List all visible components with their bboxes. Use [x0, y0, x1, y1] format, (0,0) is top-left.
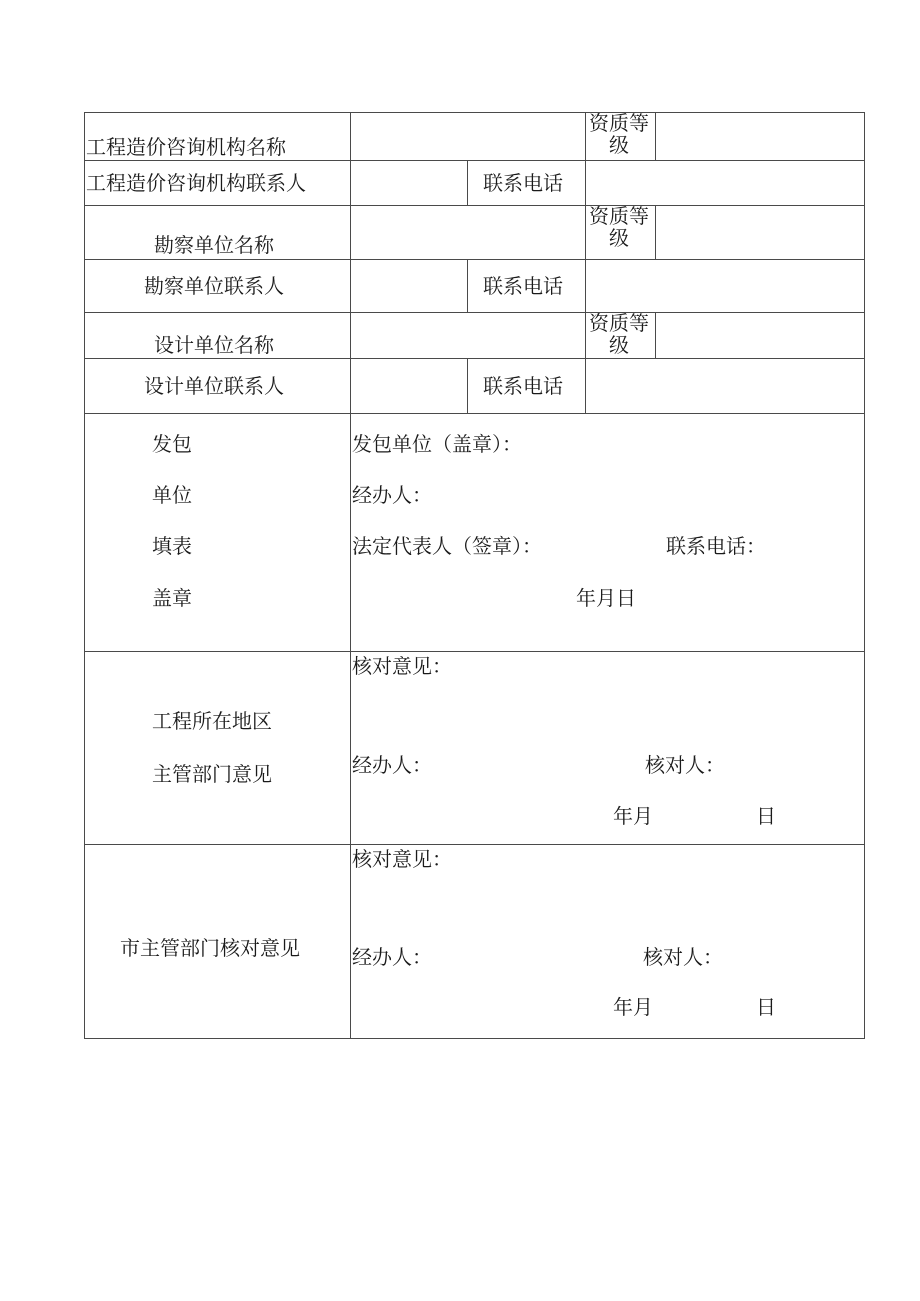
- survey-name-input[interactable]: [351, 206, 585, 259]
- city-review-day: 日: [756, 995, 776, 1019]
- grid-line: [84, 651, 865, 652]
- local-review-opinion-field[interactable]: 核对意见：: [352, 654, 452, 678]
- employer-legal-rep-field[interactable]: 法定代表人（签章）：: [352, 534, 542, 558]
- city-review-year-month: 年月: [613, 995, 653, 1019]
- design-qual-label-line2: 级: [609, 333, 629, 357]
- agency-phone-input[interactable]: [586, 161, 864, 205]
- agency-phone-label: 联系电话: [483, 171, 563, 195]
- registration-form-table: [84, 112, 865, 1039]
- local-review-checker-field[interactable]: 核对人：: [645, 753, 725, 777]
- design-name-label: 设计单位名称: [154, 333, 274, 357]
- survey-name-label: 勘察单位名称: [154, 233, 274, 257]
- grid-line: [864, 112, 865, 1039]
- grid-line: [84, 844, 865, 845]
- grid-line: [84, 112, 85, 1039]
- grid-line: [84, 1038, 865, 1039]
- agency-qual-label-line2: 级: [609, 133, 629, 157]
- design-qual-input[interactable]: [656, 313, 864, 358]
- design-contact-label: 设计单位联系人: [144, 374, 284, 398]
- local-review-side-label-2: 主管部门意见: [152, 762, 272, 786]
- grid-line: [467, 259, 468, 312]
- agency-contact-label: 工程造价咨询机构联系人: [86, 171, 306, 195]
- design-phone-input[interactable]: [586, 359, 864, 413]
- survey-phone-label: 联系电话: [483, 274, 563, 298]
- design-name-input[interactable]: [351, 313, 585, 358]
- city-review-side-label: 市主管部门核对意见: [120, 936, 300, 960]
- employer-handler-field[interactable]: 经办人：: [352, 483, 432, 507]
- agency-contact-input[interactable]: [351, 161, 467, 205]
- local-review-side-label-1: 工程所在地区: [152, 709, 272, 733]
- employer-side-label-1: 发包: [152, 432, 192, 456]
- employer-side-label-2: 单位: [152, 483, 192, 507]
- city-review-handler-field[interactable]: 经办人：: [352, 945, 432, 969]
- survey-contact-label: 勘察单位联系人: [144, 274, 284, 298]
- design-contact-input[interactable]: [351, 359, 467, 413]
- survey-qual-input[interactable]: [656, 206, 864, 259]
- agency-qual-input[interactable]: [656, 113, 864, 160]
- survey-qual-label-line2: 级: [609, 226, 629, 250]
- employer-side-label-3: 填表: [152, 534, 192, 558]
- city-review-opinion-field[interactable]: 核对意见：: [352, 847, 452, 871]
- employer-phone-field[interactable]: 联系电话：: [666, 534, 766, 558]
- local-review-year-month: 年月: [613, 804, 653, 828]
- employer-side-label-4: 盖章: [152, 586, 192, 610]
- local-review-day: 日: [756, 804, 776, 828]
- city-review-checker-field[interactable]: 核对人：: [643, 945, 723, 969]
- survey-contact-input[interactable]: [351, 260, 467, 312]
- employer-date-field[interactable]: 年月日: [576, 586, 636, 610]
- agency-qual-label-line1: 资质等: [589, 111, 649, 135]
- survey-qual-label-line1: 资质等: [589, 204, 649, 228]
- agency-name-label: 工程造价咨询机构名称: [86, 135, 286, 159]
- employer-stamp-field[interactable]: 发包单位（盖章）：: [352, 432, 522, 456]
- survey-phone-input[interactable]: [586, 260, 864, 312]
- grid-line: [84, 413, 865, 414]
- agency-name-input[interactable]: [351, 113, 585, 160]
- local-review-handler-field[interactable]: 经办人：: [352, 753, 432, 777]
- design-phone-label: 联系电话: [483, 374, 563, 398]
- design-qual-label-line1: 资质等: [589, 311, 649, 335]
- grid-line: [467, 160, 468, 205]
- grid-line: [467, 358, 468, 413]
